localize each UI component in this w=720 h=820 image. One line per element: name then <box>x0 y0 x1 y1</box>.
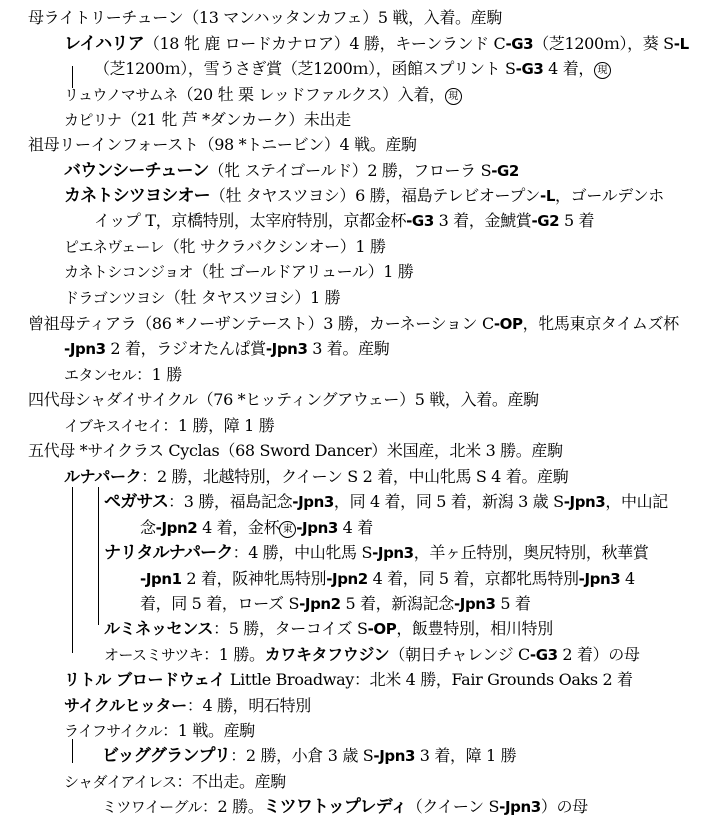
line-bouncy-tune: バウンシーチューン（牝 ステイゴールド）2 勝，フローラ S-G2 <box>64 161 519 181</box>
line-leihalia-cont: （芝1200ｍ），雪うさぎ賞（芝1200ｍ），函館スプリント S-G3 4 着， 現 <box>94 57 611 82</box>
horse-name: エタンセル <box>64 366 137 384</box>
horse-name: ルミネッセンス <box>104 619 214 638</box>
active-mark: 現 <box>445 88 462 105</box>
horse-name: カピリナ <box>64 111 122 129</box>
line-leihalia: レイハリア（18 牝 鹿 ロードカナロア）4 勝，キーンランド C-G3（芝1200ｍ），葵 S-L <box>64 34 689 54</box>
horse-name: オースミサツキ <box>104 646 204 664</box>
line-dam: 母ライトリーチューン（13 マンハッタンカフェ）5 戦，入着。産駒 <box>28 8 502 27</box>
line-ryunomasamune: リュウノマサムネ（20 牡 栗 レッドファルクス）入着， 現 <box>64 83 462 108</box>
horse-name: ドラゴンツヨシ <box>64 289 165 307</box>
line-narita-luna-park: ナリタルナパーク：4 勝，中山牝馬 S-Jpn3，羊ヶ丘特別，奥尻特別，秋華賞 <box>104 543 649 563</box>
line-pienewere: ピエネヴェーレ（牝 サクラバクシンオー）1 勝 <box>64 237 386 256</box>
line-great-granddam: 曾祖母ティアラ（86 *ノーザンテースト）3 勝，カーネーション C-OP，牝馬東京タイムズ杯 <box>28 314 679 333</box>
horse-name-bold: カワキタフウジン <box>264 645 390 664</box>
line-granddam: 祖母リーインフォースト（98 *トニービン）4 戦。産駒 <box>28 135 417 154</box>
line-great-granddam-cont: -Jpn3 2 着，ラジオたんぱ賞-Jpn3 3 着。産駒 <box>64 339 390 358</box>
connector-line-lunapark-1 <box>72 487 73 653</box>
line-pegasus-cont: 念-Jpn2 4 着，金杯 東 -Jpn3 4 着 <box>140 518 373 537</box>
horse-name: ライフサイクル <box>64 722 163 740</box>
line-cycle-hitter: サイクルヒッター：4 勝，明石特別 <box>64 696 311 715</box>
horse-name: ペガサス <box>104 492 169 512</box>
line-dragon-tsuyoshi: ドラゴンツヨシ（牡 タヤスツヨシ）1 勝 <box>64 288 341 307</box>
horse-name: サイクルヒッター <box>64 696 187 715</box>
horse-name: ルナパーク <box>64 467 142 486</box>
line-big-grand-prix: ビッググランプリ：2 勝，小倉 3 歳 S-Jpn3 3 着，障 1 勝 <box>102 746 517 766</box>
dam-name: 母ライトリーチューン <box>28 8 184 27</box>
line-narita-luna-park-cont1: -Jpn1 2 着，阪神牝馬特別-Jpn2 4 着，同 5 着，京都牝馬特別-Jpn3 4 <box>140 569 635 588</box>
great-granddam-name: 曾祖母ティアラ <box>28 314 137 333</box>
line-mitsuwa-eagle: ミツワイーグル：2 勝。ミツワトップレディ（クイーン S-Jpn3）の母 <box>102 797 588 817</box>
horse-name: イブキスイセイ <box>64 417 163 435</box>
line-kapilina: カピリナ（21 牝 芦 *ダンカーク）未出走 <box>64 110 351 129</box>
horse-name: リュウノマサムネ <box>64 86 178 104</box>
granddam-name: 祖母リーインフォースト <box>28 135 199 154</box>
fifth-dam-name: 五代母 *サイクラス Cyclas <box>28 441 220 460</box>
horse-name: レイハリア <box>64 34 144 54</box>
horse-name-bold: ミツワトップレディ <box>263 797 407 817</box>
line-kanetoshi-tsuyoshio: カネトシツヨシオー（牡 タヤスツヨシ）6 勝，福島テレビオープン-L，ゴールデンホ <box>64 186 664 206</box>
line-osumi-satsuki: オースミサツキ：1 勝。カワキタフウジン（朝日チャレンジ C-G3 2 着）の母 <box>104 645 640 664</box>
line-fifth-dam: 五代母 *サイクラス Cyclas（68 Sword Dancer）米国産，北米 3 勝。産駒 <box>28 441 563 460</box>
horse-name: ビッググランプリ <box>102 746 231 766</box>
horse-name: ミツワイーグル <box>102 798 202 816</box>
east-mark: 東 <box>279 521 296 538</box>
line-shadai-ailes: シャダイアイレス：不出走。産駒 <box>64 772 286 791</box>
line-kanetoshi-tsuyoshio-cont: イップ T，京橋特別，太宰府特別，京都金杯-G3 3 着，金鯱賞-G2 5 着 <box>94 211 595 230</box>
active-mark: 現 <box>594 62 611 79</box>
line-kanetoshi-konjoo: カネトシコンジョオ（牡 ゴールドアリュール）1 勝 <box>64 262 414 281</box>
horse-name: ナリタルナパーク <box>104 543 233 563</box>
horse-name: バウンシーチューン <box>64 161 209 181</box>
horse-name: カネトシツヨシオー <box>64 186 210 206</box>
line-little-broadway: リトル ブロードウェイ Little Broadway：北米 4 勝，Fair Grounds Oaks 2 着 <box>64 670 633 689</box>
line-narita-luna-park-cont2: 着，同 5 着，ローズ S-Jpn2 5 着，新潟記念-Jpn3 5 着 <box>140 594 531 613</box>
horse-name: ピエネヴェーレ <box>64 238 164 256</box>
fourth-dam-name: 四代母シャダイサイクル <box>28 390 198 409</box>
horse-name: シャダイアイレス <box>64 773 177 791</box>
line-luna-park: ルナパーク：2 勝，北越特別，クイーン S 2 着，中山牝馬 S 4 着。産駒 <box>64 467 569 486</box>
line-life-cycle: ライフサイクル：1 戦。産駒 <box>64 721 255 740</box>
line-luminescence: ルミネッセンス：5 勝，ターコイズ S-OP，飯豊特別，相川特別 <box>104 619 553 638</box>
horse-name: リトル ブロードウェイ <box>64 670 226 689</box>
horse-name: カネトシコンジョオ <box>64 263 193 281</box>
connector-line-lunapark-2 <box>98 487 99 625</box>
line-pegasus: ペガサス：3 勝，福島記念-Jpn3，同 4 着，同 5 着，新潟 3 歳 S-Jpn3，中山記 <box>104 492 668 512</box>
line-etancelle: エタンセル：1 勝 <box>64 365 182 384</box>
line-fourth-dam: 四代母シャダイサイクル（76 *ヒッティングアウェー）5 戦，入着。産駒 <box>28 390 539 409</box>
line-ibuki-suisei: イブキスイセイ：1 勝，障 1 勝 <box>64 416 275 435</box>
